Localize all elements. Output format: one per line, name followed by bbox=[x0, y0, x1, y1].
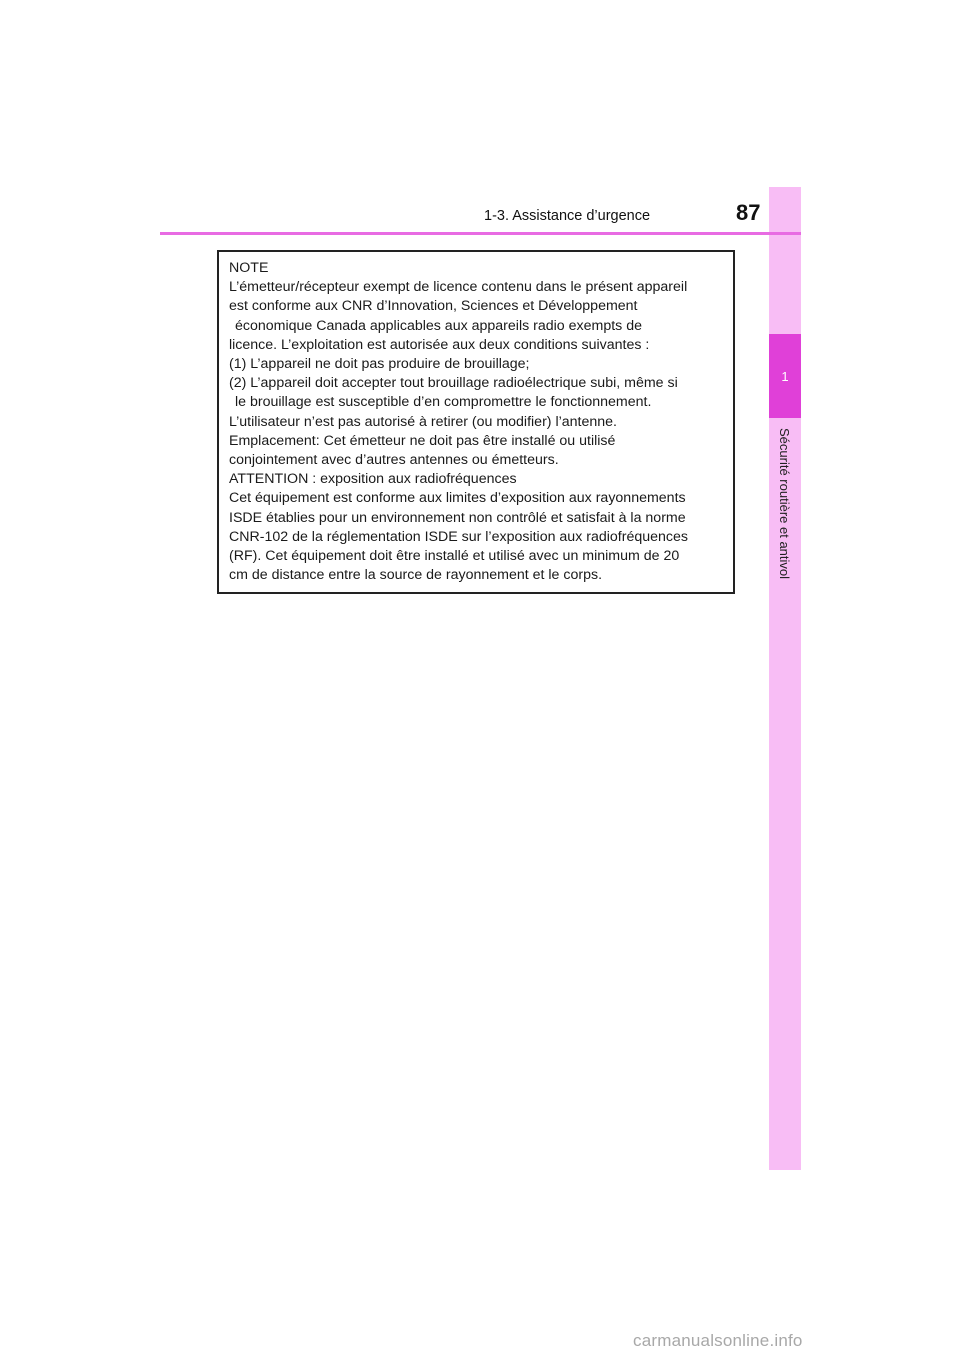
notice-line: L’utilisateur n’est pas autorisé à retirer (ou modifier) l’antenne. bbox=[229, 413, 617, 430]
notice-line: Emplacement: Cet émetteur ne doit pas être installé ou utilisé bbox=[229, 432, 616, 449]
notice-box bbox=[217, 250, 735, 594]
notice-line: CNR-102 de la réglementation ISDE sur l’exposition aux radiofréquences bbox=[229, 528, 688, 545]
section-title: 1-3. Assistance d’urgence bbox=[484, 208, 651, 224]
notice-line: (2) L’appareil doit accepter tout brouillage radioélectrique subi, même si bbox=[229, 375, 678, 392]
notice-line: ISDE établies pour un environnement non contrôlé et satisfait à la norme bbox=[229, 509, 686, 526]
header-rule bbox=[160, 232, 801, 235]
page-number: 87 bbox=[736, 200, 761, 225]
chapter-number: 1 bbox=[781, 368, 789, 384]
notice-line: conjointement avec d’autres antennes ou émetteurs. bbox=[229, 452, 559, 469]
notice-line: (1) L’appareil ne doit pas produire de brouillage; bbox=[229, 356, 530, 373]
notice-heading: NOTE bbox=[229, 260, 269, 276]
notice-line: est conforme aux CNR d’Innovation, Sciences et Développement bbox=[229, 298, 638, 315]
notice-line: licence. L’exploitation est autorisée aux deux conditions suivantes : bbox=[229, 336, 650, 353]
notice-line: Cet équipement est conforme aux limites d’exposition aux rayonnements bbox=[229, 490, 686, 507]
footer-watermark: carmanualsonline.info bbox=[633, 1331, 803, 1350]
notice-line: cm de distance entre la source de rayonnement et le corps. bbox=[229, 567, 603, 584]
chapter-title: Sécurité routière et antivol bbox=[777, 428, 792, 580]
chapter-number-block bbox=[769, 334, 801, 418]
notice-line: le brouillage est susceptible d’en compromettre le fonctionnement. bbox=[235, 394, 652, 411]
notice-attention-heading: ATTENTION : exposition aux radiofréquences bbox=[229, 471, 517, 488]
notice-line: économique Canada applicables aux appareils radio exempts de bbox=[235, 317, 642, 334]
notice-line: L’émetteur/récepteur exempt de licence contenu dans le présent appareil bbox=[229, 279, 688, 296]
notice-line: (RF). Cet équipement doit être installé et utilisé avec un minimum de 20 bbox=[229, 548, 680, 565]
